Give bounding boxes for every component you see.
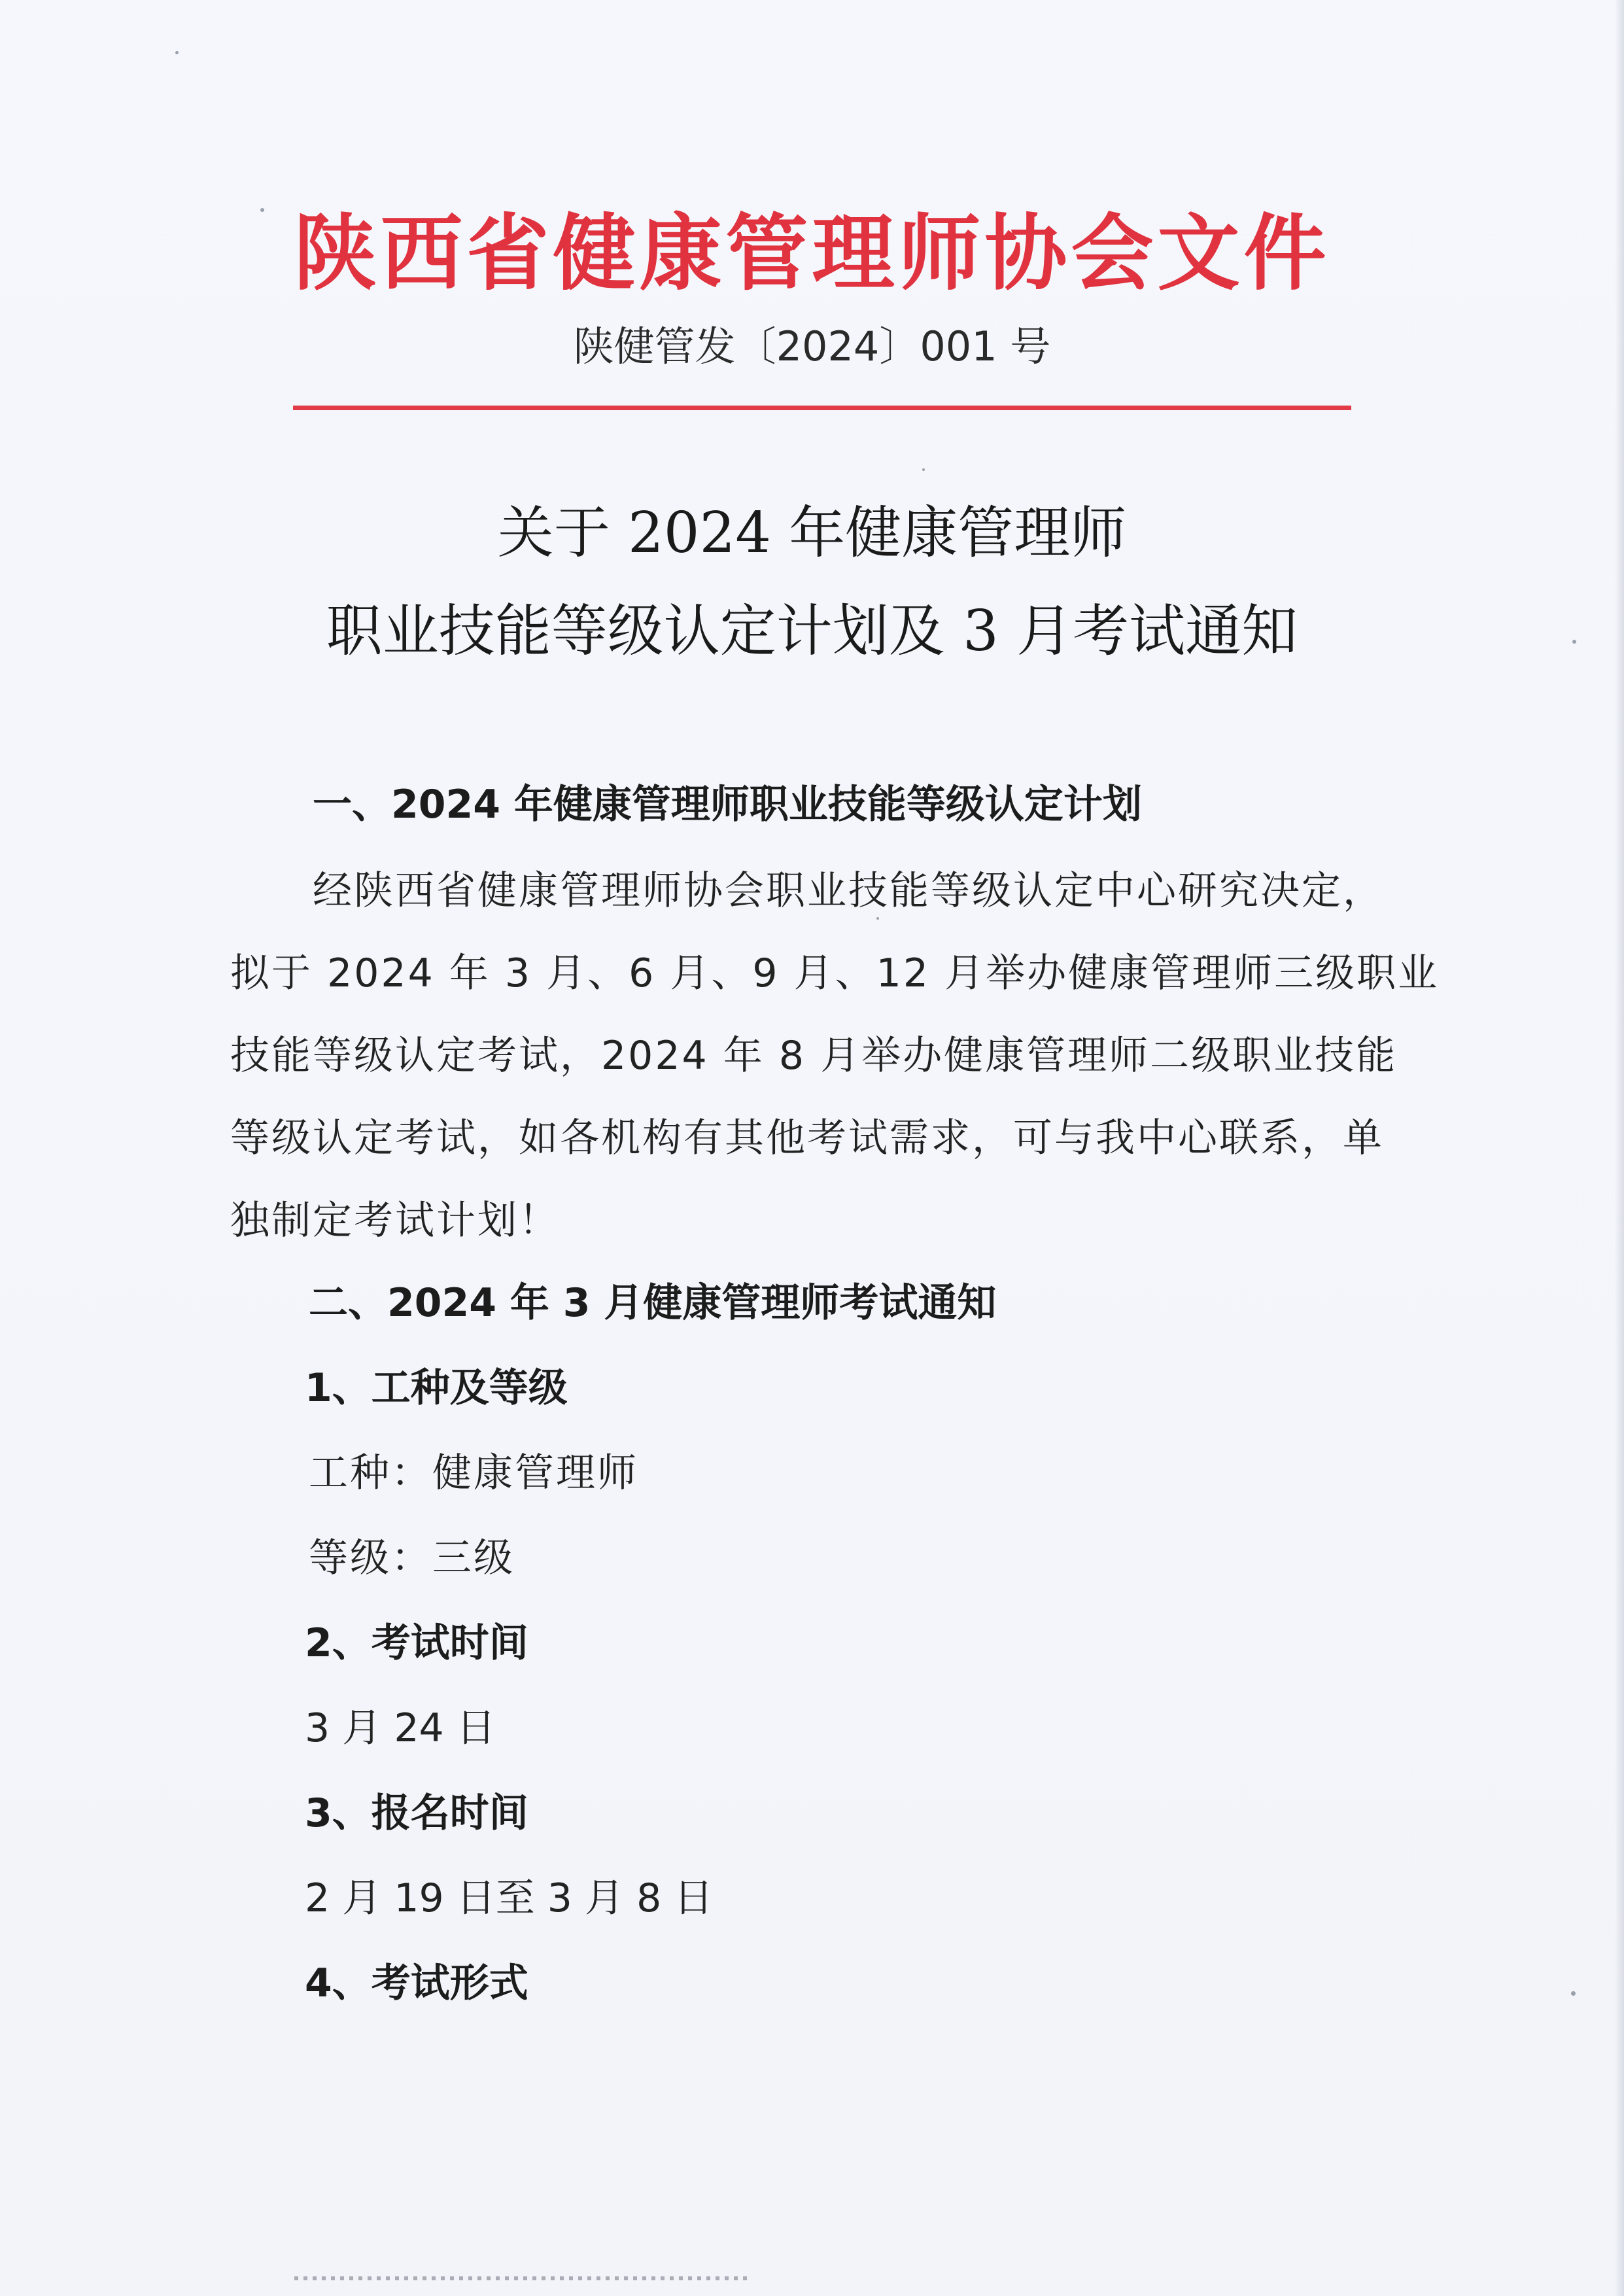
item2-heading: 2、考试时间	[305, 1620, 528, 1666]
section1-paragraph-line: 技能等级认定考试，2024 年 8 月举办健康管理师二级职业技能	[230, 1033, 1398, 1079]
letterhead-red-rule	[293, 406, 1351, 410]
job-type-line: 工种：健康管理师	[309, 1450, 638, 1496]
scan-bottom-smudge	[294, 2276, 752, 2280]
document-number: 陕健管发〔2024〕001 号	[573, 322, 1051, 370]
item1-heading: 1、工种及等级	[305, 1365, 568, 1411]
level-line: 等级：三级	[309, 1535, 515, 1581]
section1-paragraph-line: 拟于 2024 年 3 月、6 月、9 月、12 月举办健康管理师三级职业	[230, 950, 1440, 996]
section1-paragraph-line: 独制定考试计划！	[230, 1198, 560, 1244]
item4-heading: 4、考试形式	[305, 1960, 528, 2006]
section1-paragraph-line: 等级认定考试，如各机构有其他考试需求，可与我中心联系，单	[230, 1115, 1384, 1161]
exam-date-value: 3 月 24 日	[305, 1705, 496, 1751]
letterhead-title: 陕西省健康管理师协会文件	[294, 205, 1330, 302]
item3-heading: 3、报名时间	[305, 1790, 528, 1836]
registration-period-value: 2 月 19 日至 3 月 8 日	[305, 1875, 714, 1921]
notice-title-line-2: 职业技能等级认定计划及 3 月考试通知	[326, 599, 1298, 664]
section2-heading: 二、2024 年 3 月健康管理师考试通知	[309, 1280, 997, 1326]
section1-paragraph-line: 经陕西省健康管理师协会职业技能等级认定中心研究决定，	[313, 868, 1384, 914]
section1-heading: 一、2024 年健康管理师职业技能等级认定计划	[313, 782, 1142, 827]
notice-title-line-1: 关于 2024 年健康管理师	[497, 500, 1127, 566]
